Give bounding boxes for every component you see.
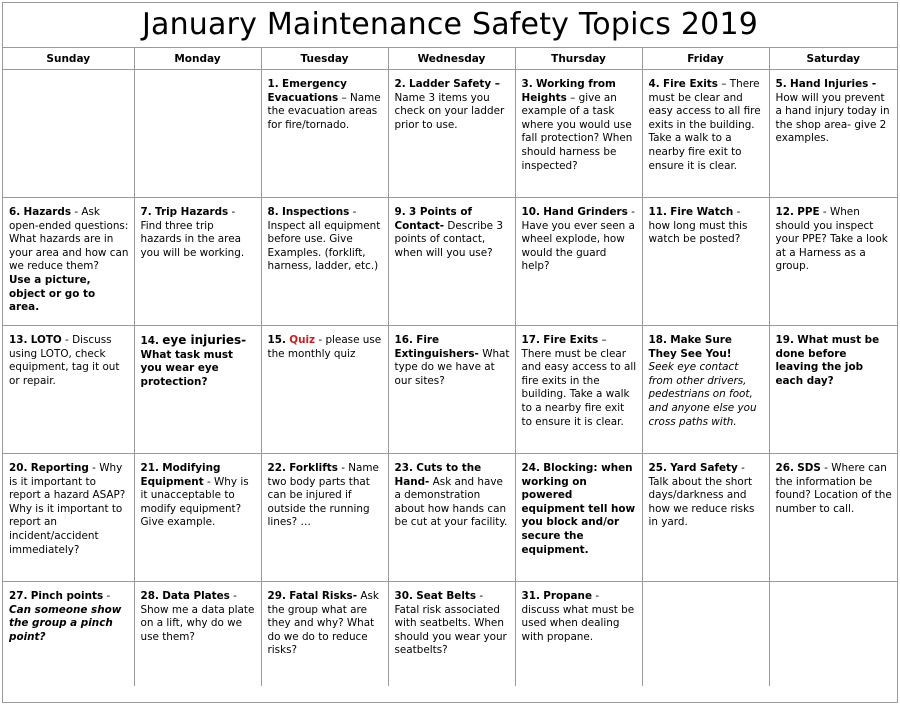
calendar-empty-cell bbox=[642, 582, 769, 686]
topic-description: Ask open-ended questions: What hazards are in your area and how can we reduce them? bbox=[9, 206, 129, 273]
topic-description: discuss what must be used when dealing with propane. bbox=[521, 603, 635, 643]
calendar-day-cell bbox=[134, 582, 261, 686]
topic-separator: - bbox=[733, 206, 741, 218]
topic-description: How will you prevent a hand injury today in the shop area- give 2 examples. bbox=[775, 91, 890, 145]
calendar-week-row bbox=[3, 326, 897, 454]
topic-title: Cuts to the Hand- bbox=[394, 462, 482, 488]
calendar-day-cell bbox=[515, 198, 642, 326]
weekday-header-row bbox=[3, 48, 897, 70]
topic-description: Where can the information be found? Location of the number to call. bbox=[775, 462, 892, 515]
topic-description: please use the monthly quiz bbox=[267, 334, 382, 360]
day-number: 25. bbox=[648, 462, 667, 474]
topic-title: Fire Watch bbox=[670, 206, 734, 218]
topic-description: Fatal risk associated with seatbelts. When should you wear your seatbelts? bbox=[394, 603, 507, 657]
topic-separator: - bbox=[820, 462, 832, 474]
topic-separator: – bbox=[338, 91, 351, 104]
calendar-week-row bbox=[3, 198, 897, 326]
topic-title: Make Sure They See You! bbox=[648, 334, 732, 360]
calendar-day-cell bbox=[388, 70, 515, 198]
topic-title: LOTO bbox=[30, 334, 62, 346]
calendar-day-cell bbox=[642, 198, 769, 326]
day-number: 3. bbox=[521, 78, 533, 90]
calendar-day-cell bbox=[261, 198, 388, 326]
topic-title: Yard Safety bbox=[670, 462, 738, 474]
day-number: 28. bbox=[140, 590, 159, 602]
day-number: 29. bbox=[267, 590, 286, 602]
topic-emphasis: Use a picture, object or go to area. bbox=[9, 273, 96, 314]
calendar-empty-cell bbox=[3, 70, 134, 198]
topic-title: Blocking: when working on powered equipment tell how you block and/or secure the equipment. bbox=[521, 462, 636, 556]
topic-separator: - bbox=[203, 475, 215, 488]
topic-separator: - bbox=[228, 206, 236, 218]
topic-title: Fire Exits bbox=[543, 334, 599, 346]
calendar-day-cell bbox=[642, 454, 769, 582]
topic-description: Find three trip hazards in the area you will be working. bbox=[140, 219, 245, 259]
calendar-empty-cell bbox=[134, 70, 261, 198]
day-number: 10. bbox=[521, 206, 540, 218]
topic-title: Trip Hazards bbox=[155, 206, 229, 218]
topic-description: Describe 3 points of contact, when will you use? bbox=[394, 219, 503, 259]
weekday-monday: Monday bbox=[134, 48, 261, 70]
day-number: 7. bbox=[140, 206, 152, 218]
topic-title: Quiz bbox=[289, 334, 316, 346]
day-number: 8. bbox=[267, 206, 279, 218]
calendar-day-cell bbox=[388, 326, 515, 454]
calendar-day-cell bbox=[3, 198, 134, 326]
topic-description: There must be clear and easy access to all fire exits in the building. Take a walk to a nearby fire exit to ensure it is clear. bbox=[648, 78, 761, 172]
topic-title: Reporting bbox=[30, 462, 89, 474]
calendar-day-cell bbox=[515, 454, 642, 582]
topic-description: When should you inspect your PPE? Take a look at a Harness as a group. bbox=[775, 206, 888, 273]
calendar-day-cell bbox=[642, 70, 769, 198]
weekday-saturday: Saturday bbox=[769, 48, 897, 70]
calendar-day-cell bbox=[3, 582, 134, 686]
topic-title: eye injuries- bbox=[162, 333, 247, 347]
day-number: 14. bbox=[140, 335, 159, 347]
topic-description: There must be clear and easy access to all fire exits in the building. Take a walk to a nearby fire exit to ensure it is clear. bbox=[521, 347, 637, 428]
topic-title: Inspections bbox=[282, 206, 350, 218]
topic-separator: - bbox=[88, 462, 100, 474]
calendar-day-cell bbox=[642, 326, 769, 454]
calendar-week-row bbox=[3, 582, 897, 686]
topic-separator: – bbox=[566, 91, 579, 104]
topic-title: Hazards bbox=[23, 206, 72, 218]
topic-separator: - bbox=[315, 334, 326, 346]
topic-description: Name two body parts that can be injured if outside the running lines? … bbox=[267, 462, 379, 529]
day-number: 27. bbox=[9, 590, 28, 602]
calendar-day-cell bbox=[261, 582, 388, 686]
topic-separator: - bbox=[592, 590, 600, 602]
calendar-day-cell bbox=[515, 70, 642, 198]
topic-description: Why is it important to report a hazard ASAP? Why is it important to report an incident/accident immediately? bbox=[9, 462, 126, 556]
topic-title: What must be done before leaving the job each day? bbox=[775, 334, 880, 387]
day-number: 17. bbox=[521, 334, 540, 346]
calendar-day-cell bbox=[388, 582, 515, 686]
topic-separator: - bbox=[103, 590, 111, 602]
day-number: 4. bbox=[648, 78, 660, 90]
topic-description: Show me a data plate on a lift, why do we use them? bbox=[140, 603, 255, 643]
weekday-wednesday: Wednesday bbox=[388, 48, 515, 70]
weekday-thursday: Thursday bbox=[515, 48, 642, 70]
calendar-day-cell bbox=[3, 326, 134, 454]
topic-separator: – bbox=[598, 334, 607, 346]
topic-title: Propane bbox=[543, 590, 593, 602]
topic-separator: - bbox=[737, 462, 745, 474]
topic-separator: - bbox=[819, 206, 830, 218]
day-number: 15. bbox=[267, 334, 286, 346]
day-number: 18. bbox=[648, 334, 667, 346]
calendar-day-cell bbox=[515, 582, 642, 686]
day-number: 9. bbox=[394, 206, 406, 218]
calendar-day-cell bbox=[3, 454, 134, 582]
topic-separator: - bbox=[71, 206, 82, 218]
calendar-page bbox=[2, 2, 898, 703]
day-number: 1. bbox=[267, 78, 279, 90]
topic-title: Data Plates bbox=[162, 590, 230, 602]
day-number: 11. bbox=[648, 206, 667, 218]
topic-title: Modifying Equipment bbox=[140, 462, 221, 488]
topic-separator: - bbox=[627, 206, 635, 218]
calendar-day-cell bbox=[134, 326, 261, 454]
topic-description: Name the evacuation areas for fire/tornado. bbox=[267, 91, 381, 131]
day-number: 24. bbox=[521, 462, 540, 474]
calendar-week-row bbox=[3, 454, 897, 582]
topic-description: Ask and have a demonstration about how hands can be cut at your facility. bbox=[394, 475, 508, 529]
topic-description: Why is it unacceptable to modify equipment? Give example. bbox=[140, 475, 249, 529]
calendar-day-cell bbox=[134, 198, 261, 326]
calendar-day-cell bbox=[769, 454, 897, 582]
topic-separator: – bbox=[717, 78, 730, 90]
topic-title: Fatal Risks- bbox=[289, 590, 358, 602]
day-number: 21. bbox=[140, 462, 159, 474]
day-number: 5. bbox=[775, 78, 787, 90]
topic-description: Talk about the short days/darkness and how we reduce risks in yard. bbox=[648, 475, 755, 529]
day-number: 23. bbox=[394, 462, 413, 474]
topic-emphasis: Can someone show the group a pinch point? bbox=[9, 603, 122, 643]
topic-separator: - bbox=[229, 590, 237, 602]
topic-title: 3 Points of Contact- bbox=[394, 206, 472, 232]
day-number: 22. bbox=[267, 462, 286, 474]
topic-description: Name 3 items you check on your ladder prior to use. bbox=[394, 91, 505, 131]
topic-description: Discuss using LOTO, check equipment, tag it out or repair. bbox=[9, 334, 120, 387]
topic-description: give an example of a task where you would use fall protection? When should harness be inspected? bbox=[521, 91, 633, 172]
calendar-day-cell bbox=[261, 70, 388, 198]
topic-title: Seat Belts bbox=[416, 590, 477, 602]
topic-title: Pinch points bbox=[30, 590, 104, 602]
topic-title: Working from Heights bbox=[521, 78, 616, 104]
day-number: 26. bbox=[775, 462, 794, 474]
calendar-day-cell bbox=[769, 198, 897, 326]
topic-separator: - bbox=[349, 206, 357, 218]
weekday-tuesday: Tuesday bbox=[261, 48, 388, 70]
page-title: January Maintenance Safety Topics 2019 bbox=[3, 3, 897, 48]
topic-description: Have you ever seen a wheel explode, how would the guard help? bbox=[521, 219, 635, 273]
calendar-empty-cell bbox=[769, 582, 897, 686]
calendar-table bbox=[3, 48, 897, 686]
topic-separator: - bbox=[337, 462, 349, 474]
calendar-day-cell bbox=[388, 198, 515, 326]
calendar-day-cell bbox=[769, 70, 897, 198]
day-number: 6. bbox=[9, 206, 21, 218]
topic-title: Hand Grinders bbox=[543, 206, 628, 218]
topic-description: Ask the group what are they and why? What do we do to reduce risks? bbox=[267, 590, 379, 657]
weekday-sunday: Sunday bbox=[3, 48, 134, 70]
day-number: 13. bbox=[9, 334, 28, 346]
weekday-friday: Friday bbox=[642, 48, 769, 70]
day-number: 2. bbox=[394, 78, 406, 90]
topic-title: SDS bbox=[797, 462, 821, 474]
day-number: 31. bbox=[521, 590, 540, 602]
topic-title: Fire Exits bbox=[663, 78, 718, 90]
topic-italic-note: Seek eye contact from other drivers, pedestrians on foot, and anyone else you cross paths with. bbox=[648, 361, 757, 428]
calendar-day-cell bbox=[134, 454, 261, 582]
calendar-day-cell bbox=[261, 454, 388, 582]
calendar-day-cell bbox=[515, 326, 642, 454]
topic-separator: - bbox=[476, 590, 484, 602]
calendar-week-row bbox=[3, 70, 897, 198]
topic-title: PPE bbox=[797, 206, 820, 218]
calendar-day-cell bbox=[769, 326, 897, 454]
day-number: 19. bbox=[775, 334, 794, 346]
topic-title: Forklifts bbox=[289, 462, 338, 474]
calendar-day-cell bbox=[261, 326, 388, 454]
topic-title: Hand Injuries - bbox=[790, 78, 877, 90]
topic-description: Inspect all equipment before use. Give Examples. (forklift, harness, ladder, etc.) bbox=[267, 219, 381, 273]
day-number: 20. bbox=[9, 462, 28, 474]
topic-separator: - bbox=[61, 334, 73, 346]
day-number: 12. bbox=[775, 206, 794, 218]
calendar-day-cell bbox=[388, 454, 515, 582]
topic-title: Emergency Evacuations bbox=[267, 78, 347, 104]
day-number: 16. bbox=[394, 334, 413, 346]
day-number: 30. bbox=[394, 590, 413, 602]
topic-title: Ladder Safety – bbox=[409, 78, 500, 90]
topic-title: Fire Extinguishers- bbox=[394, 334, 479, 360]
topic-description: What type do we have at our sites? bbox=[394, 347, 510, 387]
topic-description: how long must this watch be posted? bbox=[648, 219, 748, 246]
topic-emphasis: What task must you wear eye protection? bbox=[140, 348, 234, 388]
